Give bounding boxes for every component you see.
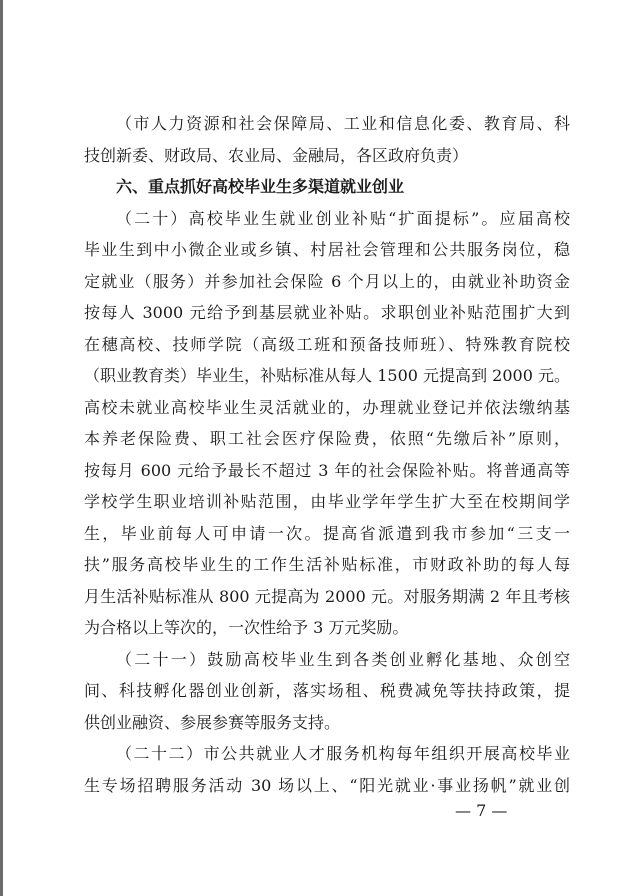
text-line: 定就业（服务）并参加社会保险 6 个月以上的，由就业补助资金 — [84, 271, 570, 291]
text-line: 按每人 3000 元给予到基层就业补贴。求职创业补贴范围扩大到 — [84, 303, 570, 322]
text-line: 本养老保险费、职工社会医疗保险费，依照“先缴后补”原则， — [84, 429, 570, 448]
text-line: 间、科技孵化器创业创新，落实场租、税费减免等扶持政策，提 — [84, 681, 570, 700]
text-line: 月生活补贴标准从 800 元提高为 2000 元。对服务期满 2 年且考核 — [84, 586, 570, 606]
text-line: （二十）高校毕业生就业创业补贴“扩面提标”。应届高校 — [116, 208, 570, 228]
text-line: 扶”服务高校毕业生的工作生活补贴标准，市财政补助的每人每 — [84, 555, 570, 574]
text-line: （二十一）鼓励高校毕业生到各类创业孵化基地、众创空 — [116, 649, 570, 669]
text-line: （市人力资源和社会保障局、工业和信息化委、教育局、科 — [116, 114, 570, 133]
text-line: 生，毕业前每人可申请一次。提高省派遣到我市参加“三支一 — [84, 523, 570, 543]
page-number: — 7 — — [455, 801, 508, 820]
text-line: 生专场招聘服务活动 30 场以上、“阳光就业·事业扬帆”就业创 — [84, 775, 570, 795]
document-page — [84, 108, 570, 801]
text-line: 技创新委、财政局、农业局、金融局，各区政府负责） — [84, 145, 469, 165]
text-line: 学校学生职业培训补贴范围，由毕业学年学生扩大至在校期间学 — [84, 492, 570, 511]
text-line: 按每月 600 元给予最长不超过 3 年的社会保险补贴。将普通高等 — [84, 460, 570, 480]
text-line: 在穗高校、技师学院（高级工班和预备技师班）、特殊教育院校 — [84, 334, 570, 354]
text-line: （职业教育类）毕业生，补贴标准从每人 1500 元提高到 2000 元。 — [84, 366, 570, 385]
text-line: 毕业生到中小微企业或乡镇、村居社会管理和公共服务岗位，稳 — [84, 240, 570, 259]
text-line: 为合格以上等次的，一次性给予 3 万元奖励。 — [84, 618, 409, 637]
text-line: （二十二）市公共就业人才服务机构每年组织开展高校毕业 — [116, 744, 570, 763]
text-line: 高校未就业高校毕业生灵活就业的，办理就业登记并依法缴纳基 — [84, 397, 570, 417]
section-heading: 六、重点抓好高校毕业生多渠道就业创业 — [116, 177, 405, 196]
page-left-edge — [0, 0, 3, 896]
text-line: 供创业融资、参展参赛等服务支持。 — [84, 712, 341, 732]
